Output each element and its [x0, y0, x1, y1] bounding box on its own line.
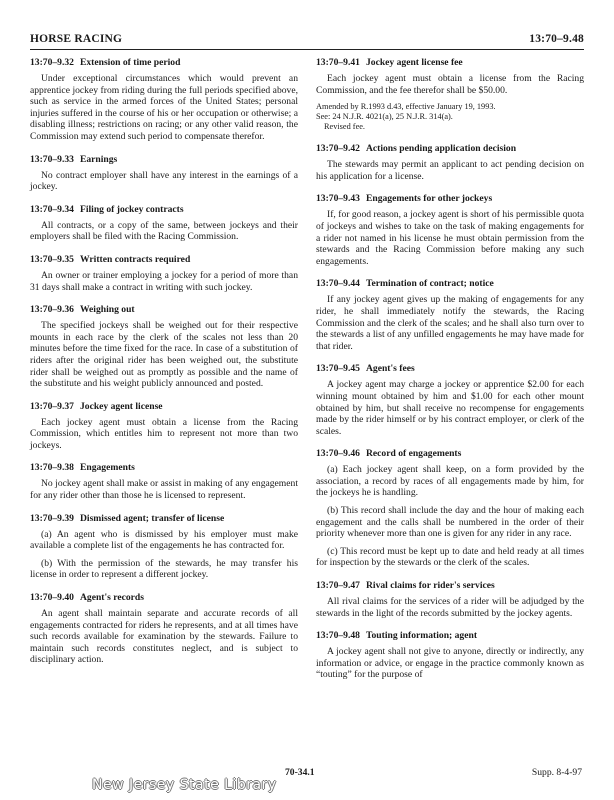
- section-title: Weighing out: [79, 304, 135, 316]
- section-heading: [316, 363, 584, 375]
- section: [30, 592, 298, 666]
- section-paragraph: A jockey agent may charge a jockey or apprentice $2.00 for each winning mount obtained by him and $1.00 for each other mount obtained by him, but shall receive no recompense for engagements made by the rider himself or by his contract employer, or clerk of the scales.: [316, 379, 584, 437]
- section-heading: [30, 304, 298, 316]
- section-heading: [316, 193, 584, 205]
- section-number: 13:70–9.32: [30, 57, 74, 68]
- section-title: Actions pending application decision: [365, 143, 517, 155]
- section-paragraph: All rival claims for the services of a rider will be adjudged by the stewards in the light of the records submitted by the jockey agents.: [316, 596, 584, 619]
- amendment-note-amended: Amended by R.1993 d.43, effective January 19, 1993.: [316, 102, 496, 112]
- section: [316, 57, 584, 132]
- section: [30, 204, 298, 243]
- section-paragraph: (a) Each jockey agent shall keep, on a form provided by the association, a record by races of all engagements made by him, for the jockeys he is handling.: [316, 464, 584, 499]
- section-title: Record of engagements: [365, 448, 462, 460]
- section-paragraph: No jockey agent shall make or assist in making of any engagement for any rider other than those he is licensed to represent.: [30, 478, 298, 502]
- page-number: 70-34.1: [285, 767, 315, 778]
- section-heading: [30, 401, 298, 413]
- section-paragraph: Each jockey agent must obtain a license from the Racing Commission, which entitles him to represent not more than two jockeys.: [30, 416, 298, 451]
- section: [30, 254, 298, 293]
- section: [30, 513, 298, 581]
- section-heading: [316, 57, 584, 69]
- section-paragraph: All contracts, or a copy of the same, between jockeys and their employers shall be filed with the Racing Commission.: [30, 219, 298, 243]
- section-paragraph: Under exceptional circumstances which would prevent an apprentice jockey from riding during the full periods specified above, such as service in the armed forces of the United States; personal injuries suffered in the course of his or her occupation or otherwise; a disabling illness; restrictions on racing; or any other valid reason, the Commission may extend such period to compensate therefor.: [30, 73, 298, 142]
- section-paragraph: The specified jockeys shall be weighed out for their respective mounts in each race by the clerk of the scales not less than 20 minutes before the time fixed for the race. In case of a substitution of riders after the original rider has been weighed out, the substitute rider shall be weighed out as promptly as possible and the name of the substitute and his weight publicly announced and posted.: [30, 320, 298, 390]
- section-heading: [30, 592, 298, 604]
- section-paragraph: (b) With the permission of the stewards, he may transfer his license in order to represent a different jockey.: [30, 557, 298, 581]
- amendment-note-revised: Revised fee.: [324, 122, 366, 132]
- section-title: Termination of contract; notice: [365, 278, 494, 290]
- section-heading: [316, 630, 584, 642]
- section-title: Jockey agent license fee: [365, 57, 463, 68]
- section-heading: [316, 448, 584, 460]
- amendment-note: [316, 102, 584, 132]
- section-heading: [316, 278, 584, 290]
- section: [316, 363, 584, 437]
- section-heading: [316, 143, 584, 155]
- running-header: [30, 31, 584, 50]
- section-number: 13:70–9.36: [30, 304, 74, 316]
- section-number: 13:70–9.45: [316, 363, 360, 375]
- section-heading: [30, 204, 298, 216]
- section: [30, 462, 298, 501]
- section-paragraph: If, for good reason, a jockey agent is short of his permissible quota of jockeys and wishes to take on the task of making engagements for a rider not named in his license he must obtain permission from the stewards and the Racing Commission before making any such engagements.: [316, 209, 584, 267]
- header-section-range: 13:70–9.48: [529, 33, 584, 45]
- section-paragraph: Each jockey agent must obtain a license from the Racing Commission, and the fee therefor shall be $50.00.: [316, 73, 584, 96]
- section: [30, 57, 298, 143]
- section-number: 13:70–9.41: [316, 57, 360, 68]
- section: [316, 193, 584, 267]
- section: [316, 448, 584, 569]
- section-title: Earnings: [79, 153, 118, 165]
- section-number: 13:70–9.48: [316, 630, 360, 642]
- section-title: Extension of time period: [79, 57, 181, 68]
- section-heading: [30, 513, 298, 525]
- section-title: Written contracts required: [79, 253, 191, 265]
- section-title: Touting information; agent: [365, 630, 478, 642]
- section: [30, 154, 298, 193]
- section-heading: [30, 154, 298, 166]
- section-paragraph: If any jockey agent gives up the making of engagements for any rider, he shall immediately notify the stewards, the Racing Commission and the clerk of the scales; and he shall also turn over to the stewards a list of any unfilled engagements he may have made for that rider.: [316, 294, 584, 352]
- section-paragraph: (a) An agent who is dismissed by his employer must make available a complete list of the engagements he has contracted for.: [30, 528, 298, 552]
- amendment-note-see: See: 24 N.J.R. 4021(a), 25 N.J.R. 314(a).: [316, 112, 453, 122]
- section-paragraph: An owner or trainer employing a jockey for a period of more than 31 days shall make a contract in writing with such jockey.: [30, 269, 298, 293]
- section-paragraph: A jockey agent shall not give to anyone, directly or indirectly, any information or advice, or engage in the practice commonly known as “touting” for the purpose of: [316, 646, 584, 681]
- section-title: Agent's records: [79, 592, 145, 604]
- supplement-date: Supp. 8-4-97: [531, 767, 582, 778]
- section-number: 13:70–9.42: [316, 143, 360, 155]
- section: [316, 143, 584, 182]
- section-title: Engagements for other jockeys: [365, 193, 493, 205]
- library-watermark: New Jersey State Library: [92, 777, 277, 793]
- left-column: [30, 57, 298, 677]
- section-heading: [30, 462, 298, 474]
- section-title: Engagements: [79, 462, 135, 474]
- section-title: Jockey agent license: [79, 400, 163, 412]
- section-number: 13:70–9.46: [316, 448, 360, 460]
- right-column: [316, 57, 584, 692]
- section-number: 13:70–9.44: [316, 278, 360, 290]
- section: [30, 401, 298, 452]
- section-number: 13:70–9.39: [30, 512, 74, 524]
- header-title: HORSE RACING: [30, 33, 123, 45]
- section-number: 13:70–9.33: [30, 153, 74, 165]
- section-paragraph: The stewards may permit an applicant to act pending decision on his application for a license.: [316, 159, 584, 182]
- section-number: 13:70–9.40: [30, 592, 74, 604]
- section-paragraph: No contract employer shall have any interest in the earnings of a jockey.: [30, 169, 298, 193]
- section-title: Filing of jockey contracts: [79, 203, 184, 215]
- section-number: 13:70–9.34: [30, 203, 74, 215]
- section-number: 13:70–9.37: [30, 400, 74, 412]
- section-number: 13:70–9.47: [316, 580, 360, 592]
- section-paragraph: An agent shall maintain separate and accurate records of all engagements contracted for riders he represents, and at all times have such records available for examination by the stewards. Failure to maintain such records constitutes neglect, and is subject to disciplinary action.: [30, 608, 298, 666]
- section-number: 13:70–9.35: [30, 253, 74, 265]
- section-title: Dismissed agent; transfer of license: [79, 512, 225, 524]
- section: [30, 304, 298, 390]
- section-title: Rival claims for rider's services: [365, 580, 495, 592]
- section-paragraph: (c) This record must be kept up to date and held ready at all times for inspection by the stewards or the clerk of the scales.: [316, 545, 584, 569]
- section-number: 13:70–9.38: [30, 462, 74, 474]
- section: [316, 580, 584, 619]
- section-number: 13:70–9.43: [316, 193, 360, 205]
- section-heading: [30, 254, 298, 266]
- section-paragraph: (b) This record shall include the day and the hour of making each engagement and the calls shall be numbered in the order of their priority whenever more than one is given for any rider in any race.: [316, 505, 584, 540]
- section-heading: [316, 580, 584, 592]
- section-heading: [30, 57, 298, 69]
- section: [316, 278, 584, 352]
- section: [316, 630, 584, 681]
- section-title: Agent's fees: [365, 363, 415, 375]
